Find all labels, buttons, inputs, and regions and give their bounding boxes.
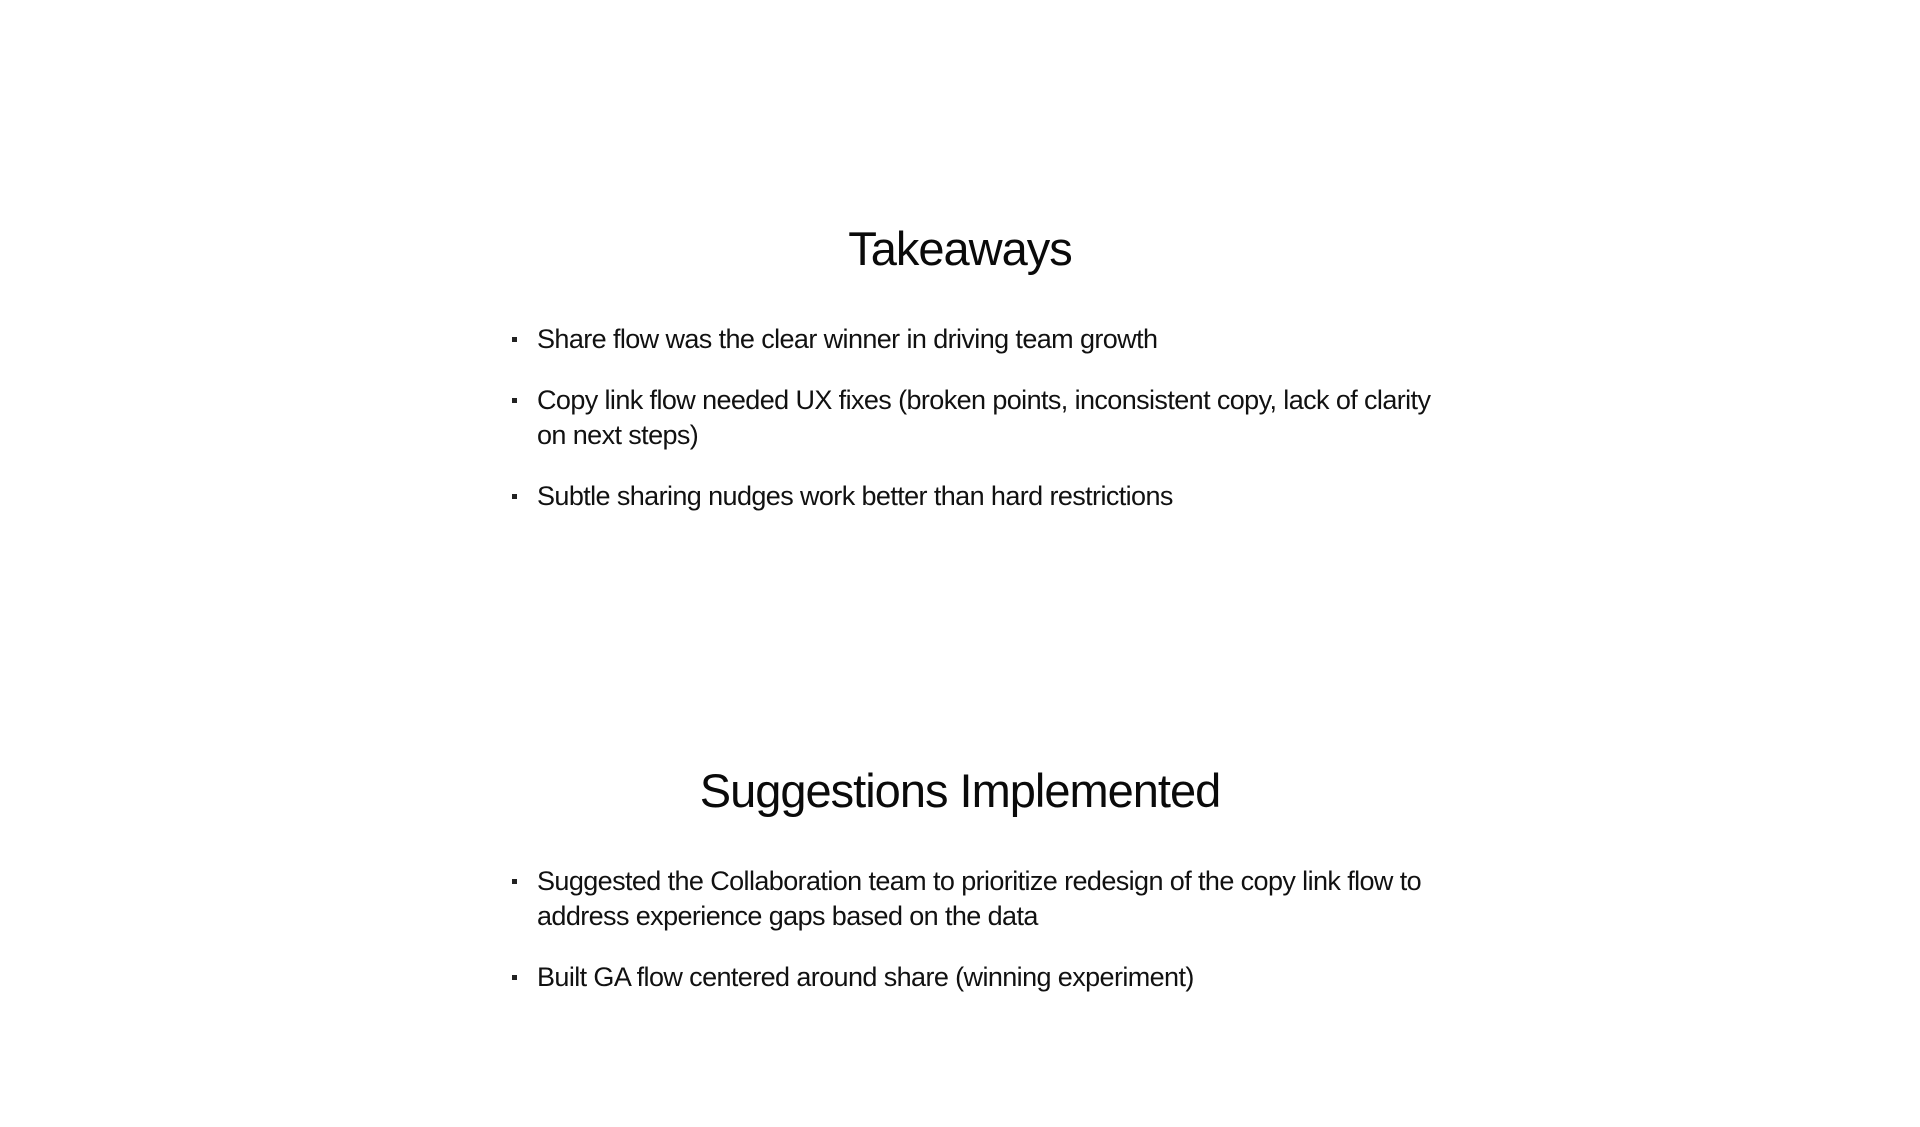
suggestions-list bbox=[512, 864, 1432, 1021]
list-item-text: Copy link flow needed UX fixes (broken points, inconsistent copy, lack of clarity on next steps) bbox=[537, 385, 1431, 450]
takeaways-section bbox=[0, 214, 1920, 511]
list-item bbox=[512, 864, 1432, 934]
suggestions-section bbox=[0, 756, 1920, 992]
suggestions-title: Suggestions Implemented bbox=[699, 764, 1221, 817]
takeaways-list bbox=[512, 322, 1432, 540]
list-item bbox=[512, 322, 1432, 357]
list-item-text: Suggested the Collaboration team to prioritize redesign of the copy link flow to address experience gaps based on the data bbox=[537, 866, 1422, 931]
list-item bbox=[512, 960, 1432, 995]
list-item-text: Share flow was the clear winner in driving team growth bbox=[537, 324, 1158, 354]
square-bullet-icon bbox=[512, 337, 517, 342]
takeaways-title: Takeaways bbox=[848, 222, 1072, 275]
square-bullet-icon bbox=[512, 879, 517, 884]
list-item-text: Built GA flow centered around share (winning experiment) bbox=[537, 962, 1194, 992]
list-item-text: Subtle sharing nudges work better than hard restrictions bbox=[537, 481, 1173, 511]
square-bullet-icon bbox=[512, 494, 517, 499]
square-bullet-icon bbox=[512, 398, 517, 403]
list-item bbox=[512, 479, 1432, 514]
list-item bbox=[512, 383, 1432, 453]
square-bullet-icon bbox=[512, 975, 517, 980]
